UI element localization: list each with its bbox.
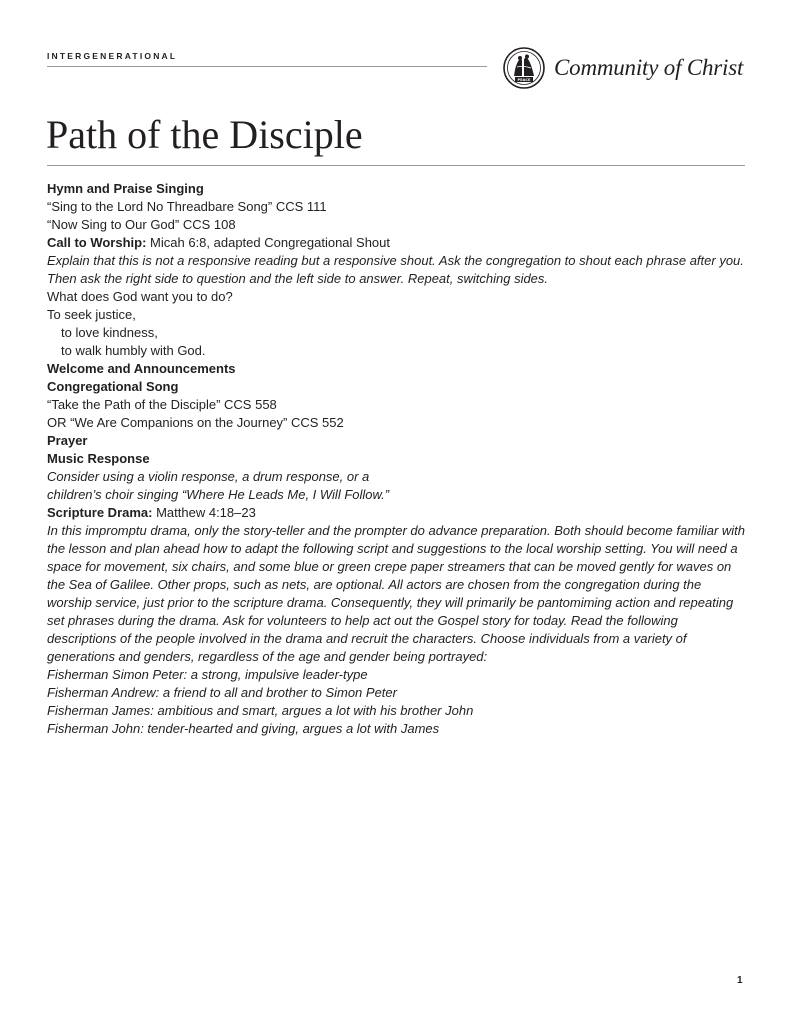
song-options <box>47 396 747 432</box>
music-instructions <box>47 468 747 504</box>
hymn-heading: Hymn and Praise Singing <box>47 181 204 196</box>
answer-line: to walk humbly with God. <box>61 343 206 358</box>
character-description: Fisherman Andrew: a friend to all and brother to Simon Peter <box>47 685 397 700</box>
drama-heading-bold: Scripture Drama: <box>47 505 153 520</box>
brand-logo <box>503 45 743 91</box>
call-instructions: Explain that this is not a responsive reading but a responsive shout. Ask the congregation to shout each phrase after you. Then ask the right side to question and the left side to answer. Repeat, switching sides. <box>47 253 744 286</box>
welcome-heading: Welcome and Announcements <box>47 361 236 376</box>
song-line: OR “We Are Companions on the Journey” CCS 552 <box>47 415 344 430</box>
call-heading-reference: Micah 6:8, adapted Congregational Shout <box>146 235 390 250</box>
music-line: children’s choir singing “Where He Leads Me, I Will Follow.” <box>47 487 390 502</box>
drama-instructions: In this impromptu drama, only the story-teller and the prompter do advance preparation. Both should become familiar with the lesson and plan ahead how to adapt the following script and suggestions to the local worship setting. You will need a space for movement, six chairs, and some blue or green crepe paper streamers that can be moved gently for waves on the Sea of Galilee. Other props, such as nets, are optional. All actors are chosen from the congregation during the worship service, just prior to the scripture drama. Consequently, they will primarily be pantomiming action and repeating set phrases during the drama. Ask for volunteers to help act out the Gospel story for today. Read the following descriptions of the people involved in the drama and recruit the characters. Choose individuals from a variety of generations and genders, regardless of the age and gender being portrayed: <box>47 523 746 664</box>
character-description: Fisherman James: ambitious and smart, argues a lot with his brother John <box>47 703 474 718</box>
call-to-worship-heading <box>47 234 747 252</box>
section-label: INTERGENERATIONAL <box>47 51 178 61</box>
call-heading-bold: Call to Worship: <box>47 235 147 250</box>
music-response-heading: Music Response <box>47 451 150 466</box>
character-description: Fisherman John: tender-hearted and giving, argues a lot with James <box>47 721 440 736</box>
answer-line: To seek justice, <box>47 307 136 322</box>
scripture-drama-heading <box>47 504 747 522</box>
prayer-heading: Prayer <box>47 433 88 448</box>
drama-heading-reference: Matthew 4:18–23 <box>152 505 256 520</box>
music-line: Consider using a violin response, a drum response, or a <box>47 469 370 484</box>
hymn-item: “Sing to the Lord No Threadbare Song” CCS 111 <box>47 199 327 214</box>
character-description: Fisherman Simon Peter: a strong, impulsive leader-type <box>47 667 368 682</box>
peace-seal-icon <box>503 47 545 89</box>
congregational-song-heading: Congregational Song <box>47 379 179 394</box>
title-divider <box>47 165 745 166</box>
hymn-item: “Now Sing to Our God” CCS 108 <box>47 217 236 232</box>
worship-order <box>47 180 747 738</box>
call-answer <box>47 306 747 360</box>
brand-wordmark: Community of Christ <box>554 55 744 80</box>
answer-line: to love kindness, <box>61 325 158 340</box>
page-number: 1 <box>737 975 743 986</box>
header-divider <box>47 66 487 67</box>
song-line: “Take the Path of the Disciple” CCS 558 <box>47 397 277 412</box>
seal-text: PEACE <box>517 78 531 82</box>
call-question: What does God want you to do? <box>47 289 233 304</box>
page-title: Path of the Disciple <box>46 112 363 157</box>
